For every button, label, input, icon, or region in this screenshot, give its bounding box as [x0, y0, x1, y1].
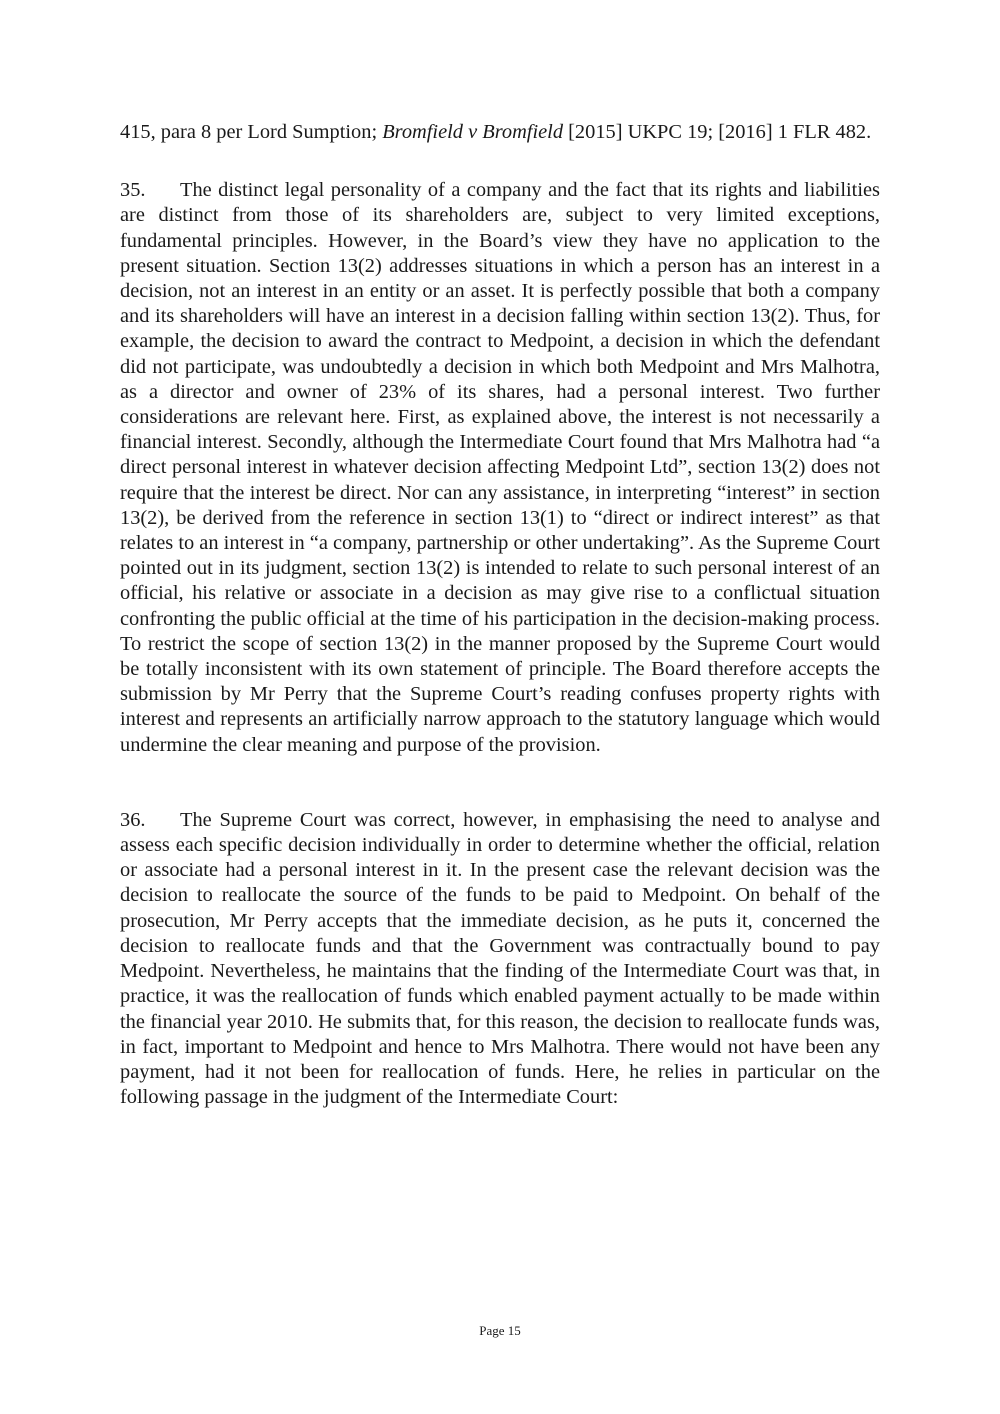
fragment-before: 415, para 8 per Lord Sumption;: [120, 121, 383, 143]
case-name: Bromfield v Bromfield: [382, 121, 564, 143]
page-body: [120, 120, 880, 1110]
paragraph-text: The Supreme Court was correct, however, in emphasising the need to analyse and assess each specific decision individually in order to determine whether the official, relation or associate had a personal interest in it. In the present case the relevant decision was the decision to reallocate the source of the funds to be paid to Medpoint. On behalf of the prosecution, Mr Perry accepts that the immediate decision, as he puts it, concerned the decision to reallocate funds and that the Government was contractually bound to pay Medpoint. Nevertheless, he maintains that the finding of the Intermediate Court was that, in practice, it was the reallocation of funds which enabled payment actually to be made within the financial year 2010. He submits that, for this reason, the decision to reallocate funds was, in fact, important to Medpoint and hence to Mrs Malhotra. There would not have been any payment, had it not been for reallocation of funds. Here, he relies in particular on the following passage in the judgment of the Intermediate Court:: [120, 808, 880, 1109]
fragment-after: [2015] UKPC 19; [2016] 1 FLR 482.: [563, 121, 872, 143]
paragraph-text: The distinct legal personality of a company and the fact that its rights and liabilities are distinct from those of its shareholders are, subject to very limited exceptions, fundamental principles. However, in the Board’s view they have no application to the present situation. Section 13(2) addresses situations in which a person has an interest in a decision, not an interest in an entity or an asset. It is perfectly possible that both a company and its shareholders will have an interest in a decision falling within section 13(2). Thus, for example, the decision to award the contract to Medpoint, a decision in which the defendant did not participate, was undoubtedly a decision in which both Medpoint and Mrs Malhotra, as a director and owner of 23% of its shares, had a personal interest. Two further considerations are relevant here. First, as explained above, the interest is not necessarily a financial interest. Secondly, although the Intermediate Court found that Mrs Malhotra had “a direct personal interest in whatever decision affecting Medpoint Ltd”, section 13(2) does not require that the interest be direct. Nor can any assistance, in interpreting “interest” in section 13(2), be derived from the reference in section 13(1) to “direct or indirect interest” as that relates to an interest in “a company, partnership or other undertaking”. As the Supreme Court pointed out in its judgment, section 13(2) is intended to relate to such personal interest of an official, his relative or associate in a decision as may give rise to a conflictual situation confronting the public official at the time of his participation in the decision-making process. To restrict the scope of section 13(2) in the manner proposed by the Supreme Court would be totally inconsistent with its own statement of principle. The Board therefore accepts the submission by Mr Perry that the Supreme Court’s reading confuses property rights with interest and represents an artificially narrow approach to the statutory language which would undermine the clear meaning and purpose of the provision.: [120, 179, 880, 756]
page-footer: [0, 1323, 1000, 1339]
footnote-fragment: [120, 120, 880, 145]
paragraph-number: 35.: [120, 179, 146, 202]
page-number: Page 15: [479, 1323, 521, 1338]
paragraph-number: 36.: [120, 808, 146, 831]
paragraph-36: [120, 808, 880, 1110]
paragraph-35: [120, 178, 880, 758]
